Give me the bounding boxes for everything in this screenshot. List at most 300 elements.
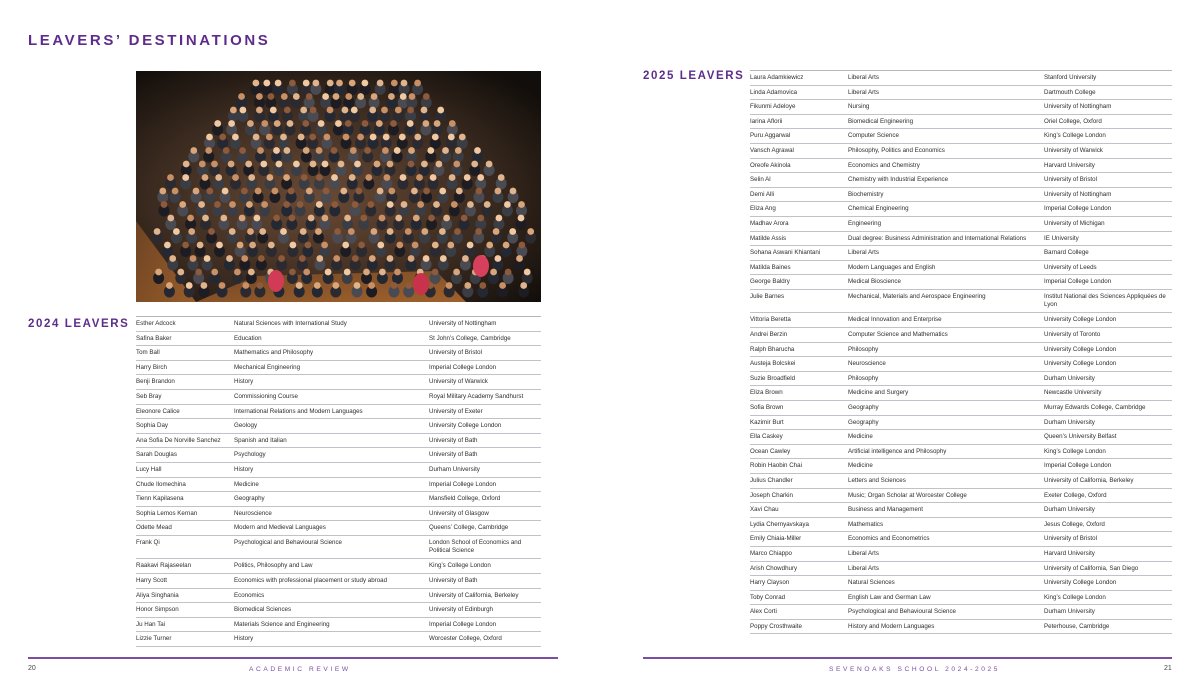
crowd-person-head	[167, 215, 174, 222]
leaver-name: Ralph Bharucha	[750, 345, 795, 353]
footer-rule-right	[643, 657, 1172, 659]
leaver-subject: Philosophy, Politics and Economics	[848, 146, 945, 154]
crowd-person-head	[352, 201, 359, 208]
crowd-person-head	[234, 269, 241, 276]
leaver-name: Tom Ball	[136, 349, 160, 357]
leaver-subject: Spanish and Italian	[234, 436, 287, 444]
table-row	[750, 129, 1172, 144]
crowd-person-head	[360, 215, 367, 222]
crowd-person-head	[299, 255, 306, 262]
leaver-name: Harry Birch	[136, 363, 167, 371]
crowd-person-head	[230, 107, 237, 114]
heading-2025-leavers: 2025 LEAVERS	[643, 70, 745, 82]
crowd-person-head	[248, 269, 255, 276]
table-row	[136, 463, 541, 478]
crowd-person-head	[416, 174, 423, 181]
leaver-subject: Dual degree: Business Administration and International Relations	[848, 234, 1027, 242]
leaver-destination: University College London	[1044, 345, 1117, 353]
leaver-subject: Economics with professional placement or study abroad	[234, 577, 388, 584]
crowd-person-head	[215, 174, 222, 181]
footer-rule-left	[28, 657, 558, 659]
crowd-person-head	[201, 282, 208, 289]
crowd-person-head	[454, 228, 461, 235]
table-row	[750, 503, 1172, 518]
crowd-person-head	[219, 134, 226, 141]
crowd-person-head	[421, 161, 428, 168]
leaver-destination: University of Warwick	[429, 378, 488, 386]
crowd-person-head	[336, 80, 343, 87]
crowd-person-head	[439, 188, 446, 195]
crowd-person-head	[484, 201, 491, 208]
crowd-person-head	[164, 242, 171, 249]
leaver-destination: Imperial College London	[1044, 462, 1112, 470]
crowd-person-head	[417, 201, 424, 208]
crowd-person-head	[349, 80, 356, 87]
crowd-person-head	[433, 201, 440, 208]
leaver-destination: University of Nottingham	[1044, 190, 1112, 198]
leaver-subject: Medicine	[848, 462, 873, 470]
crowd-person-head	[395, 107, 402, 114]
crowd-person-head	[283, 174, 290, 181]
leaver-name: Sarah Douglas	[136, 451, 177, 459]
table-row	[750, 173, 1172, 188]
crowd-person-head	[446, 282, 453, 289]
leaver-destination: University of Bath	[429, 451, 478, 459]
leaver-subject: Music; Organ Scholar at Worcester College	[848, 491, 967, 499]
leaver-name: Selin Al	[750, 176, 771, 184]
leaver-name: Raakavi Rajaseelan	[136, 562, 192, 570]
crowd-person-head	[394, 147, 401, 154]
crowd-person-head	[345, 93, 352, 100]
leaver-name: Sophia Lemos Kernan	[136, 509, 198, 517]
crowd-person-head	[324, 134, 331, 141]
table-row	[136, 434, 541, 449]
crowd-person-head	[401, 201, 408, 208]
table-row	[136, 521, 541, 536]
crowd-person-head	[387, 255, 394, 262]
crowd-person-head	[453, 269, 460, 276]
crowd-person-head	[369, 107, 376, 114]
leaver-subject: Natural Sciences	[848, 579, 895, 587]
crowd-person-head	[345, 120, 352, 127]
table-row	[136, 317, 541, 332]
crowd-person-head	[322, 93, 329, 100]
crowd-person-head	[238, 93, 245, 100]
crowd-person-head	[459, 134, 466, 141]
crowd-person-head	[263, 80, 270, 87]
footer-school-title: SEVENOAKS SCHOOL 2024-2025	[829, 666, 1001, 673]
crowd-person-head	[195, 269, 202, 276]
table-row	[136, 589, 541, 604]
crowd-person-head	[314, 282, 321, 289]
leaver-name: Matilde Assis	[750, 234, 787, 242]
crowd-person-head	[190, 255, 197, 262]
crowd-person-head	[394, 269, 401, 276]
leaver-destination: Durham University	[1044, 506, 1095, 514]
crowd-person-head	[331, 147, 338, 154]
leaver-name: Julius Chandler	[750, 476, 793, 484]
crowd-person-head	[214, 201, 221, 208]
crowd-person-head	[467, 201, 474, 208]
leaver-destination: Worcester College, Oxford	[429, 635, 502, 643]
leaver-name: Eliza Brown	[750, 389, 783, 397]
crowd-person-head	[298, 134, 305, 141]
crowd-person-head	[430, 174, 437, 181]
leaver-name: Marco Chiappo	[750, 549, 792, 557]
crowd-person-head	[316, 201, 323, 208]
crowd-person-head	[490, 269, 497, 276]
leaver-name: Sophia Day	[136, 422, 168, 430]
table-row	[750, 71, 1172, 86]
leaver-destination: University of Exeter	[429, 407, 483, 415]
crowd-person-head	[390, 120, 397, 127]
crowd-person-head	[248, 174, 255, 181]
leaver-subject: History	[234, 378, 254, 386]
leaver-destination: King’s College London	[1044, 447, 1106, 455]
crowd-person-head	[352, 255, 359, 262]
leaver-name: Harry Scott	[136, 577, 167, 584]
leaver-destination: Stanford University	[1044, 74, 1097, 81]
crowd-person-head	[439, 228, 446, 235]
leaver-destination: University of Toronto	[1044, 331, 1101, 338]
crowd-person-head	[253, 80, 260, 87]
leaver-subject: Mathematics	[848, 520, 884, 528]
crowd-person-head	[266, 134, 273, 141]
crowd-person-head	[202, 174, 209, 181]
leaver-destination: University of California, Berkeley	[1044, 476, 1134, 484]
table-row	[750, 576, 1172, 591]
leaver-name: Honor Simpson	[136, 606, 179, 614]
leaver-destination: University College London	[429, 422, 502, 430]
leaver-destination: Barnard College	[1044, 249, 1089, 257]
table-row	[136, 361, 541, 376]
crowd-person-head	[289, 269, 296, 276]
crowd-person-head	[219, 282, 226, 289]
table-row	[750, 372, 1172, 387]
crowd-person-head	[448, 134, 455, 141]
crowd-person-dress	[268, 270, 284, 292]
leaver-subject: Liberal Arts	[848, 74, 879, 81]
crowd-person-head	[413, 215, 420, 222]
leaver-destination: Durham University	[1044, 608, 1095, 616]
crowd-person-head	[369, 255, 376, 262]
crowd-person-head	[241, 188, 248, 195]
crowd-person-head	[327, 80, 334, 87]
crowd-person-head	[411, 188, 418, 195]
crowd-person-head	[387, 201, 394, 208]
crowd-person-head	[322, 161, 329, 168]
leaver-subject: Education	[234, 334, 262, 342]
crowd-person-head	[338, 161, 345, 168]
crowd-person-head	[226, 255, 233, 262]
table-row	[136, 346, 541, 361]
leaver-subject: Mechanical Engineering	[234, 363, 301, 371]
table-row	[750, 290, 1172, 314]
crowd-person-head	[287, 120, 294, 127]
crowd-person-head	[177, 269, 184, 276]
leaver-destination: Royal Military Academy Sandhurst	[429, 392, 524, 400]
leaver-destination: University of Bristol	[1044, 176, 1097, 184]
table-row	[136, 536, 541, 560]
crowd-person-head	[456, 188, 463, 195]
leaver-destination: Imperial College London	[429, 620, 497, 628]
leaver-subject: Computer Science and Mathematics	[848, 331, 948, 338]
leaver-subject: Mechanical, Materials and Aerospace Engineering	[848, 292, 986, 300]
crowd-person-head	[216, 242, 223, 249]
crowd-person-head	[377, 242, 384, 249]
crowd-person-head	[408, 255, 415, 262]
crowd-person-head	[333, 255, 340, 262]
crowd-person-head	[495, 255, 502, 262]
crowd-person-head	[344, 269, 351, 276]
leaver-subject: Modern Languages and English	[848, 263, 936, 271]
crowd-person-head	[382, 147, 389, 154]
crowd-person-head	[284, 107, 291, 114]
crowd-person-head	[427, 147, 434, 154]
crowd-person-head	[368, 282, 375, 289]
table-row	[750, 328, 1172, 343]
crowd-person-head	[455, 147, 462, 154]
leaver-name: Benji Brandon	[136, 378, 175, 386]
leaver-name: Sofia Brown	[750, 403, 784, 411]
crowd-person-head	[173, 228, 180, 235]
leaver-subject: Liberal Arts	[848, 549, 879, 557]
crowd-person-head	[421, 107, 428, 114]
crowd-person-head	[461, 215, 468, 222]
crowd-person-head	[486, 161, 493, 168]
crowd-person-head	[408, 161, 415, 168]
leaver-subject: Modern and Medieval Languages	[234, 524, 326, 532]
leaver-destination: St John’s College, Cambridge	[429, 334, 511, 342]
leaver-destination: Durham University	[1044, 418, 1095, 426]
leaver-subject: History	[234, 635, 254, 643]
leaver-subject: Business and Management	[848, 506, 923, 514]
crowd-person-head	[379, 215, 386, 222]
leaver-subject: History	[234, 465, 254, 473]
group-photo-image	[136, 71, 541, 302]
table-row	[750, 261, 1172, 276]
table-row	[750, 430, 1172, 445]
leaver-destination: Oriel College, Oxford	[1044, 117, 1102, 125]
table-row	[136, 390, 541, 405]
table-row	[750, 144, 1172, 159]
leaver-subject: Liberal Arts	[848, 249, 879, 257]
crowd-person-head	[278, 255, 285, 262]
crowd-person-head	[159, 188, 166, 195]
leaver-name: Julie Barnes	[750, 292, 785, 300]
crowd-person-head	[267, 174, 274, 181]
crowd-person-head	[187, 215, 194, 222]
table-row	[136, 559, 541, 574]
crowd-person-head	[280, 134, 287, 141]
leaver-name: Emily Chiaia-Miller	[750, 535, 802, 543]
crowd-person-head	[449, 174, 456, 181]
crowd-person-head	[451, 201, 458, 208]
heading-2024-leavers: 2024 LEAVERS	[28, 318, 130, 330]
crowd-person-head	[318, 120, 325, 127]
leaver-name: Eliza Ang	[750, 205, 776, 213]
table-row	[750, 445, 1172, 460]
leaver-name: Linda Adamovica	[750, 88, 798, 96]
leaver-destination: Dartmouth College	[1044, 88, 1096, 96]
crowd-person-head	[204, 255, 211, 262]
crowd-person-head	[302, 120, 309, 127]
leaver-subject: International Relations and Modern Languages	[234, 407, 363, 415]
table-row	[750, 459, 1172, 474]
leaver-name: Ana Sofia De Norville Sanchez	[136, 436, 221, 444]
leaver-destination: University of Bath	[429, 436, 478, 444]
crowd-person-head	[475, 228, 482, 235]
crowd-person-head	[391, 80, 398, 87]
crowd-person-head	[290, 242, 297, 249]
leaver-subject: Artificial intelligence and Philosophy	[848, 447, 947, 455]
crowd-person-head	[504, 201, 511, 208]
crowd-person-head	[288, 188, 295, 195]
crowd-person-head	[342, 107, 349, 114]
crowd-person-head	[193, 188, 200, 195]
crowd-person-head	[249, 242, 256, 249]
page-number-right: 21	[1164, 665, 1172, 672]
crowd-person-head	[245, 161, 252, 168]
table-row	[136, 603, 541, 618]
crowd-person-head	[432, 269, 439, 276]
leaver-destination: University College London	[1044, 360, 1117, 368]
crowd-person-dress	[413, 273, 429, 295]
leaver-subject: Liberal Arts	[848, 564, 879, 572]
leaver-destination: Murray Edwards College, Cambridge	[1044, 403, 1146, 411]
leaver-subject: Geography	[848, 418, 879, 426]
leaver-name: Ju Han Tai	[136, 620, 166, 628]
crowd-person-head	[237, 242, 244, 249]
crowd-person-head	[229, 201, 236, 208]
leavers-2024-table	[136, 316, 541, 647]
leaver-destination: Imperial College London	[429, 480, 497, 488]
leaver-name: Laura Adamkiewicz	[750, 74, 804, 81]
leaver-name: Esther Adcock	[136, 320, 176, 327]
crowd-person-head	[275, 80, 282, 87]
crowd-person-head	[407, 120, 414, 127]
crowd-person-head	[300, 107, 307, 114]
crowd-person-head	[273, 147, 280, 154]
crowd-person-head	[358, 242, 365, 249]
crowd-person-head	[222, 188, 229, 195]
leaver-subject: Nursing	[848, 103, 870, 111]
crowd-person-head	[349, 174, 356, 181]
crowd-person-head	[518, 201, 525, 208]
leaver-destination: Durham University	[1044, 374, 1095, 382]
crowd-person-head	[428, 215, 435, 222]
crowd-person-head	[396, 242, 403, 249]
leaver-name: Chude Ilomechina	[136, 480, 186, 488]
crowd-person-head	[316, 147, 323, 154]
crowd-person-head	[259, 228, 266, 235]
crowd-person-head	[155, 269, 162, 276]
table-row	[136, 632, 541, 647]
crowd-person-head	[436, 161, 443, 168]
table-row	[750, 232, 1172, 247]
table-row	[750, 489, 1172, 504]
table-row	[750, 562, 1172, 577]
crowd-person-head	[246, 201, 253, 208]
crowd-person-head	[377, 188, 384, 195]
crowd-person-head	[247, 120, 254, 127]
crowd-person-head	[498, 174, 505, 181]
leaver-subject: Chemistry with Industrial Experience	[848, 176, 949, 184]
crowd-person-head	[462, 255, 469, 262]
leaver-subject: Psychological and Behavioural Science	[848, 608, 957, 616]
leaver-destination: University of California, San Diego	[1044, 564, 1139, 572]
crowd-person-head	[364, 147, 371, 154]
leaver-subject: Philosophy	[848, 345, 879, 353]
table-row	[750, 518, 1172, 533]
leaver-subject: Medical Bioscience	[848, 278, 901, 286]
leaver-destination: University of Leeds	[1044, 263, 1097, 271]
leaver-destination: King’s College London	[429, 562, 491, 570]
leaver-name: Tienn Kapilasena	[136, 495, 184, 503]
leaver-subject: Geology	[234, 422, 258, 430]
crowd-person-head	[321, 242, 328, 249]
crowd-person-head	[183, 161, 190, 168]
leaver-subject: Medical Innovation and Enterprise	[848, 316, 942, 324]
crowd-person-head	[334, 228, 341, 235]
crowd-person-head	[232, 174, 239, 181]
crowd-person-head	[289, 215, 296, 222]
crowd-person-head	[510, 188, 517, 195]
crowd-person-head	[205, 147, 212, 154]
crowd-person-head	[381, 107, 388, 114]
crowd-person-head	[499, 282, 506, 289]
leaver-subject: Geography	[848, 403, 879, 411]
crowd-person-head	[357, 93, 364, 100]
leaver-subject: Biochemistry	[848, 190, 884, 198]
crowd-person-head	[362, 120, 369, 127]
table-row	[750, 275, 1172, 290]
leaver-name: Lizzie Turner	[136, 635, 172, 643]
page-number-left: 20	[28, 665, 36, 672]
crowd-person-head	[232, 134, 239, 141]
leaver-destination: Queens’ College, Cambridge	[429, 524, 509, 532]
table-row	[750, 188, 1172, 203]
crowd-person-head	[256, 107, 263, 114]
table-row	[750, 159, 1172, 174]
table-row	[750, 591, 1172, 606]
crowd-person-head	[383, 134, 390, 141]
leaver-subject: Geography	[234, 495, 265, 503]
leaver-name: Joseph Charkin	[750, 491, 793, 499]
leaver-name: Harry Clayson	[750, 579, 790, 587]
leaver-name: Xavi Chau	[750, 506, 779, 514]
crowd-person-head	[432, 242, 439, 249]
crowd-person-head	[228, 120, 235, 127]
crowd-person-head	[283, 201, 290, 208]
leaver-destination: London School of Economics and Political Science	[429, 538, 522, 554]
crowd-person-head	[449, 120, 456, 127]
crowd-person-head	[464, 174, 471, 181]
leaver-destination: University College London	[1044, 316, 1117, 324]
crowd-person-head	[257, 282, 264, 289]
crowd-person-head	[310, 161, 317, 168]
crowd-person-head	[190, 147, 197, 154]
leaver-name: Ocean Cawley	[750, 447, 791, 455]
crowd-person-head	[293, 93, 300, 100]
crowd-person-head	[186, 282, 193, 289]
crowd-person-head	[447, 242, 454, 249]
crowd-person-head	[440, 255, 447, 262]
leaver-name: Arish Chowdhury	[750, 564, 798, 572]
leaver-name: Seb Bray	[136, 392, 162, 400]
crowd-person-head	[370, 134, 377, 141]
crowd-person-head	[486, 242, 493, 249]
